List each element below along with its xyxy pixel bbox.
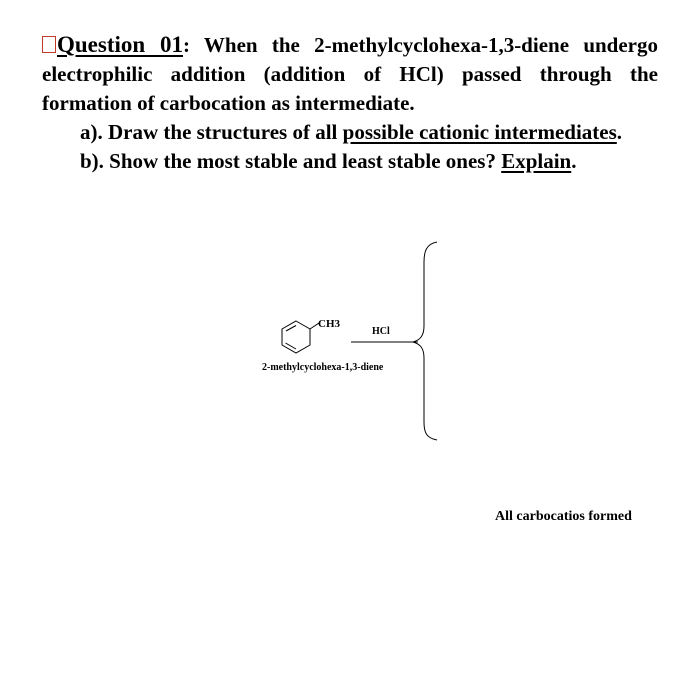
cyclohexadiene-structure xyxy=(282,321,319,353)
question-label: Question 01 xyxy=(57,32,183,57)
part-b-underlined: Explain xyxy=(501,149,572,173)
reagent-label: HCl xyxy=(372,326,390,337)
question-colon: : xyxy=(182,33,190,57)
methyl-label: CH3 xyxy=(318,318,340,330)
part-a-text: a). Draw the structures of all xyxy=(80,120,343,144)
part-b-suffix: . xyxy=(571,149,577,173)
part-a-suffix: . xyxy=(616,120,623,144)
products-label: All carbocatios formed xyxy=(495,509,632,524)
compound-name: 2-methylcyclohexa-1,3-diene xyxy=(262,362,384,373)
part-b-text: b). Show the most stable and least stable ones? xyxy=(80,149,502,173)
part-a-underlined: possible cationic intermediates xyxy=(342,120,617,144)
question-text: When the 2-methylcyclohexa-1,3-diene undergo electrophilic addition (addition of HCl) passed through the formation of carbocation as intermediate. xyxy=(42,33,658,115)
brace-bracket xyxy=(413,242,437,440)
